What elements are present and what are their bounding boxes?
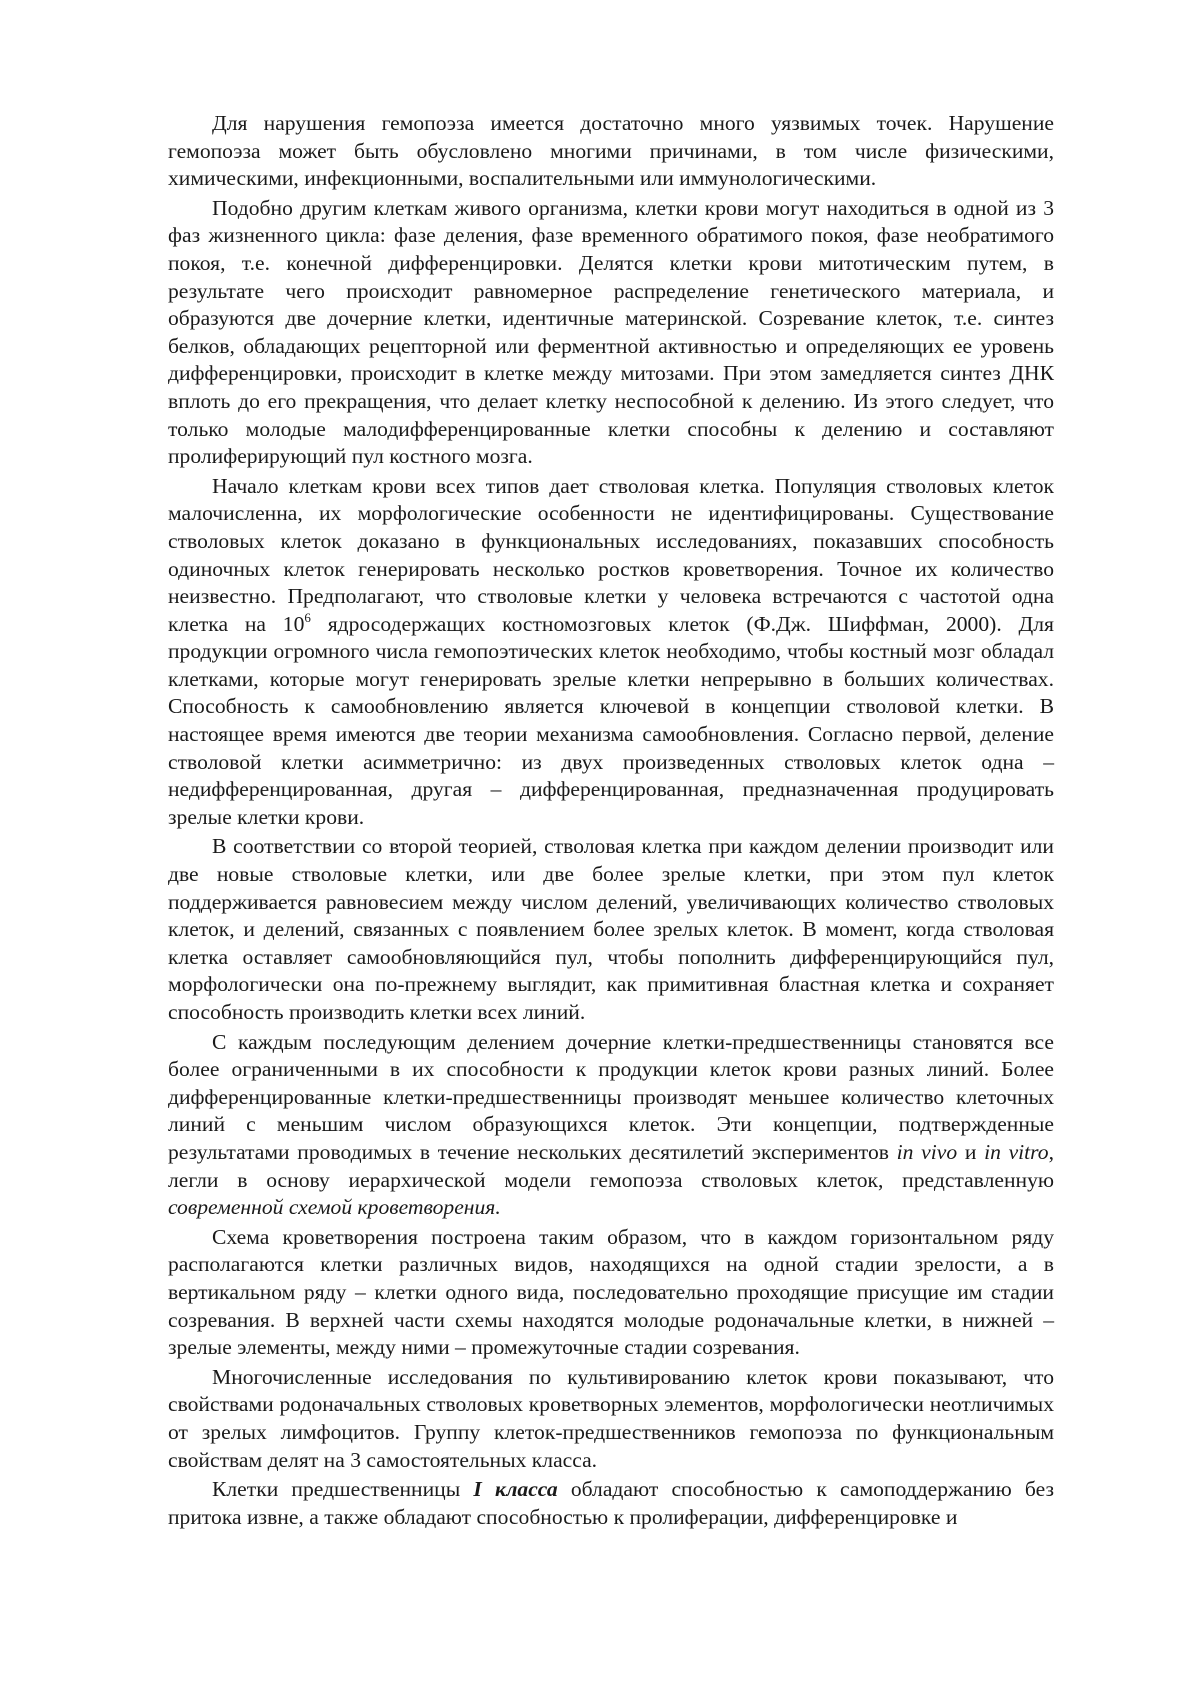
bold-class-one: I класса: [473, 1477, 558, 1502]
paragraph-7: Многочисленные исследования по культивированию клеток крови показывают, что свойствами родоначальных стволовых кроветворных элементов, морфологически неотличимых от зрелых лимфоцитов. Группу клеток-предшественников гемопоэза по функциональным свойствам делят на 3 самостоятельных класса.: [168, 1364, 1054, 1472]
paragraph-5-text-b: и: [957, 1139, 985, 1164]
paragraph-3-text-a: Начало клеткам крови всех типов дает стволовая клетка. Популяция стволовых клеток малочисленна, их морфологические особенности не идентифицированы. Существование стволовых клеток доказано в функциональных исследованиях, показавших способность одиночных клеток генерировать несколько ростков кроветворения. Точное их количество неизвестно. Предполагают, что стволовые клетки у человека встречаются с частотой одна клетка на 10: [168, 473, 1054, 636]
paragraph-8-text-a: Клетки предшественницы: [212, 1477, 474, 1502]
exponent: 6: [304, 609, 311, 625]
paragraph-5-text-c: , легли в основу иерархической модели гемопоэза стволовых клеток, представленную: [168, 1139, 1054, 1192]
italic-in-vivo: in vivo: [896, 1139, 958, 1164]
paragraph-6: Схема кроветворения построена таким образом, что в каждом горизонтальном ряду располагаются клетки различных видов, находящихся на одной стадии зрелости, а в вертикальном ряду – клетки одного вида, последовательно проходящие присущие им стадии созревания. В верхней части схемы находятся молодые родоначальные клетки, в нижней – зрелые элементы, между ними – промежуточные стадии созревания.: [168, 1224, 1054, 1360]
paragraph-4: В соответствии со второй теорией, стволовая клетка при каждом делении производит или две новые стволовые клетки, или две более зрелые клетки, при этом пул клеток поддерживается равновесием между числом делений, увеличивающих количество стволовых клеток, и делений, связанных с появлением более зрелых клеток. В момент, когда стволовая клетка оставляет самообновляющийся пул, чтобы пополнить дифференцирующийся пул, морфологически она по-прежнему выглядит, как примитивная бластная клетка и сохраняет способность производить клетки всех линий.: [168, 834, 1054, 1024]
italic-in-vitro: in vitro: [984, 1139, 1049, 1164]
italic-hematopoiesis-scheme: современной схемой кроветворения.: [168, 1195, 501, 1220]
paragraph-3-text-b: ядросодержащих костномозговых клеток (Ф.Дж. Шиффман, 2000). Для продукции огромного числа гемопоэтических клеток необходимо, чтобы костный мозг обладал клетками, которые могут генерировать зрелые клетки непрерывно в больших количествах. Способность к самообновлению является ключевой в концепции стволовой клетки. В настоящее время имеются две теории механизма самообновления. Согласно первой, деление стволовой клетки асимметрично: из двух произведенных стволовых клеток одна – недифференцированная, другая – дифференцированная, предназначенная продуцировать зрелые клетки крови.: [168, 611, 1054, 829]
paragraph-3: [168, 473, 1054, 832]
paragraph-8: [168, 1476, 1054, 1531]
paragraph-8-text-b: обладают способностью к самоподдержанию без притока извне, а также обладают способностью к пролиферации, дифференцировке и: [168, 1477, 1054, 1529]
paragraph-2: Подобно другим клеткам живого организма, клетки крови могут находиться в одной из 3 фаз жизненного цикла: фазе деления, фазе временного обратимого покоя, фазе необратимого покоя, т.е. конечной дифференцировки. Делятся клетки крови митотическим путем, в результате чего происходит равномерное распределение генетического материала, и образуются две дочерние клетки, идентичные материнской. Созревание клеток, т.е. синтез белков, обладающих рецепторной или ферментной активностью и определяющих ее уровень дифференцировки, происходит в клетке между митозами. При этом замедляется синтез ДНК вплоть до его прекращения, что делает клетку неспособной к делению. Из этого следует, что только молодые малодифференцированные клетки способны к делению и составляют пролиферирующий пул костного мозга.: [168, 195, 1054, 469]
paragraph-5-text-a: С каждым последующим делением дочерние клетки-предшественницы становятся все более ограниченными в их способности к продукции клеток крови разных линий. Более дифференцированные клетки-предшественницы производят меньшее количество клеточных линий с меньшим числом образующихся клеток. Эти концепции, подтвержденные результатами проводимых в течение нескольких десятилетий экспериментов: [168, 1029, 1054, 1164]
document-page: [168, 110, 1054, 1531]
paragraph-1: Для нарушения гемопоэза имеется достаточно много уязвимых точек. Нарушение гемопоэза может быть обусловлено многими причинами, в том числе физическими, химическими, инфекционными, воспалительными или иммунологическими.: [168, 111, 1054, 191]
paragraph-5: [168, 1029, 1054, 1222]
